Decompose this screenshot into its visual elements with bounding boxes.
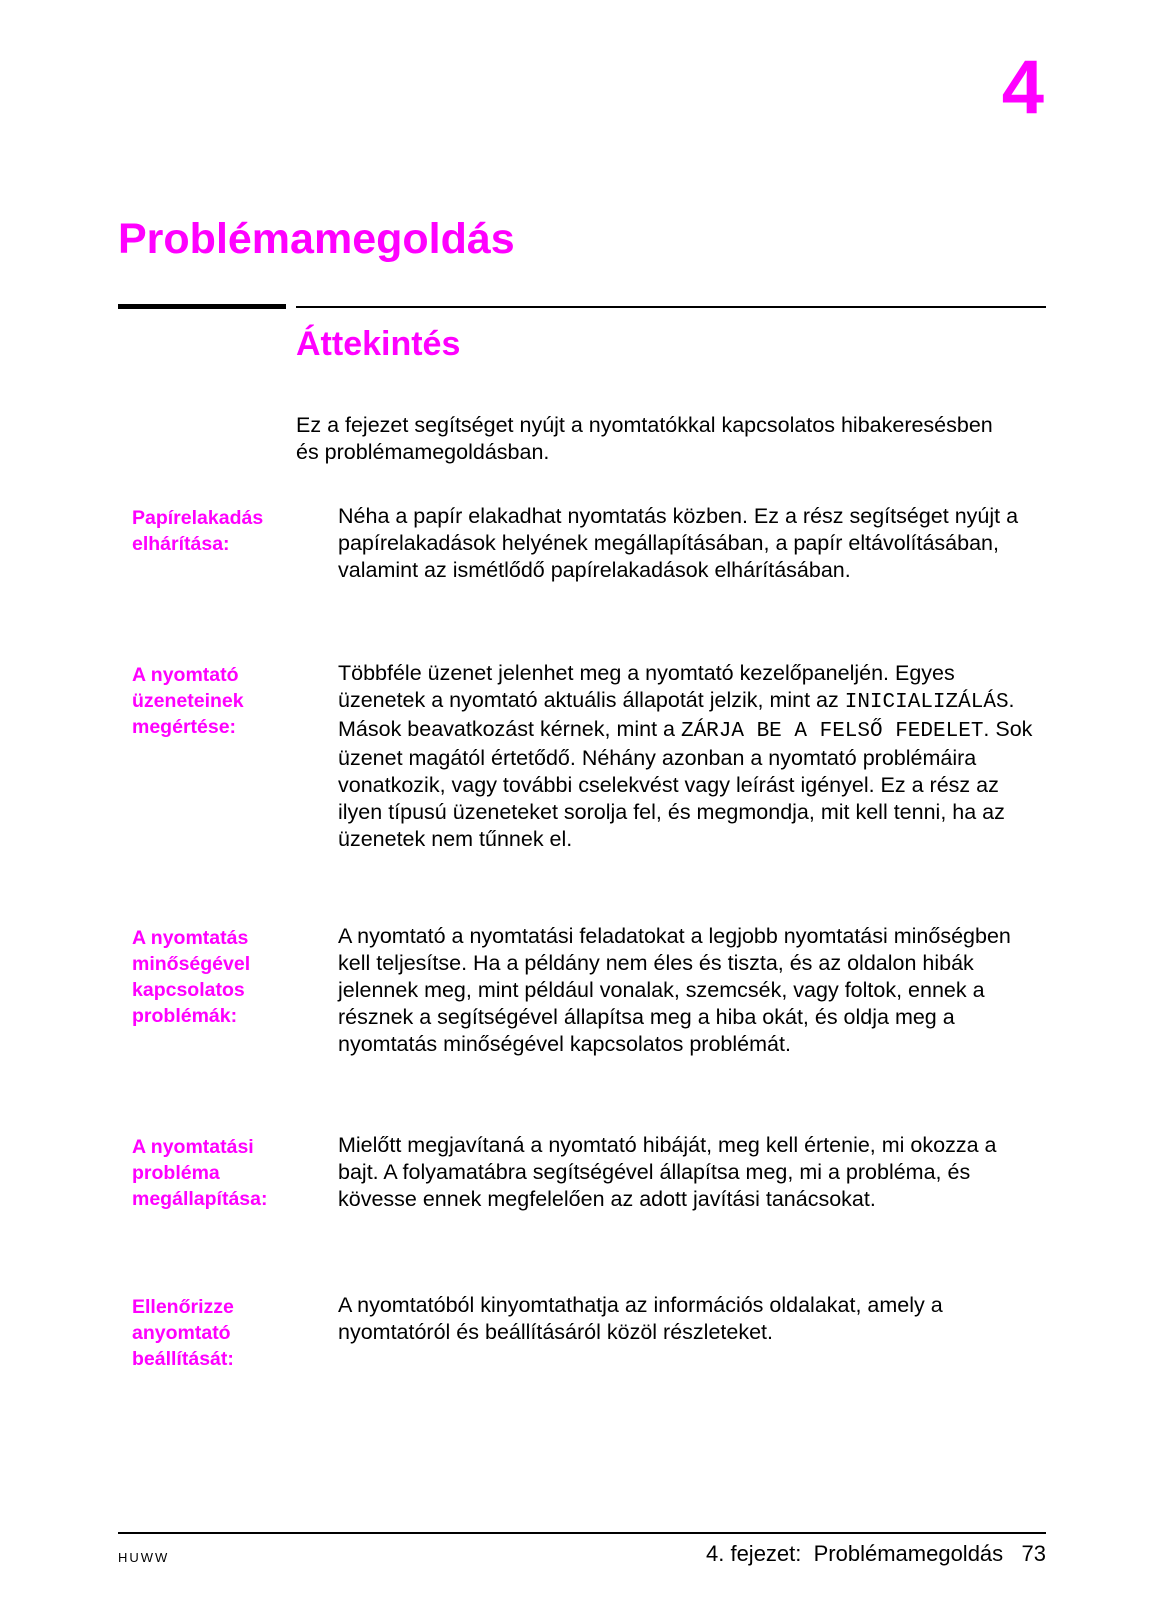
footer-page-info	[706, 1541, 1046, 1567]
footer-rule	[118, 1532, 1046, 1534]
panel-message-code: INICIALIZÁLÁS	[844, 691, 1009, 714]
entry-side-label: A nyomtatás minőségével kapcsolatos problémák:	[132, 927, 251, 1027]
section-intro: Ez a fejezet segítséget nyújt a nyomtatókkal kapcsolatos hibakeresésben és problémamegoldásban.	[296, 413, 993, 464]
footer-chapter-label: 4. fejezet: Problémamegoldás	[706, 1541, 1004, 1566]
chapter-title: Problémamegoldás	[118, 215, 515, 263]
entry-body: Mielőtt megjavítaná a nyomtató hibáját, meg kell értenie, mi okozza a bajt. A folyamatábra segítségével állapítsa meg, mi a probléma, és kövesse ennek megfelelően az adott javítási tanácsokat.	[338, 1133, 997, 1211]
entry-body-text: . Sok üzenet magától értetődő. Néhány azonban a nyomtató problémáira vonatkozik, vagy további cselekvést vagy leírást igényel. Ez a rész az ilyen típusú üzeneteket sorolja fel, és megmondja, mit kell tenni, ha az üzenetek nem tűnnek el.	[338, 717, 1033, 851]
heading-rule-long	[296, 306, 1046, 308]
entry-side-label: Papírelakadás elhárítása:	[132, 507, 264, 555]
chapter-number: 4	[1001, 45, 1044, 130]
entry-body-text: Többféle üzenet jelenhet meg a nyomtató kezelőpaneljén. Egyes üzenetek a nyomtató aktuális állapotát jelzik, mint az	[338, 661, 955, 712]
entry-body: Néha a papír elakadhat nyomtatás közben. Ez a rész segítséget nyújt a papírelakadások helyének megállapításában, a papír eltávolításában, valamint az ismétlődő papírelakadások elhárításában.	[338, 504, 1019, 582]
footer-code: HUWW	[118, 1550, 170, 1565]
entry-body: A nyomtatóból kinyomtathatja az információs oldalakat, amely a nyomtatóról és beállításáról közöl részleteket.	[338, 1293, 943, 1344]
section-title: Áttekintés	[296, 325, 461, 363]
entry-body-text: . Mások beavatkozást kérnek, mint a	[338, 688, 1015, 741]
page-number: 73	[1021, 1541, 1046, 1566]
entry-body	[338, 660, 1038, 853]
entry-side-label: Ellenőrizze anyomtató beállítását:	[132, 1296, 234, 1370]
entry-side-label: A nyomtató üzeneteinek megértése:	[132, 664, 244, 738]
panel-message-code: ZÁRJA BE A FELSŐ FEDELET	[680, 720, 984, 743]
entry-side-label: A nyomtatási probléma megállapítása:	[132, 1136, 268, 1210]
entry-body: A nyomtató a nyomtatási feladatokat a legjobb nyomtatási minőségben kell teljesítse. Ha a példány nem éles és tiszta, és az oldalon hibák jelennek meg, mint például vonalak, szemcsék, vagy foltok, ennek a résznek a segítségével állapítsa meg a hiba okát, és oldja meg a nyomtatás minőségével kapcsolatos problémát.	[338, 924, 1011, 1056]
heading-rule-short	[118, 304, 286, 309]
